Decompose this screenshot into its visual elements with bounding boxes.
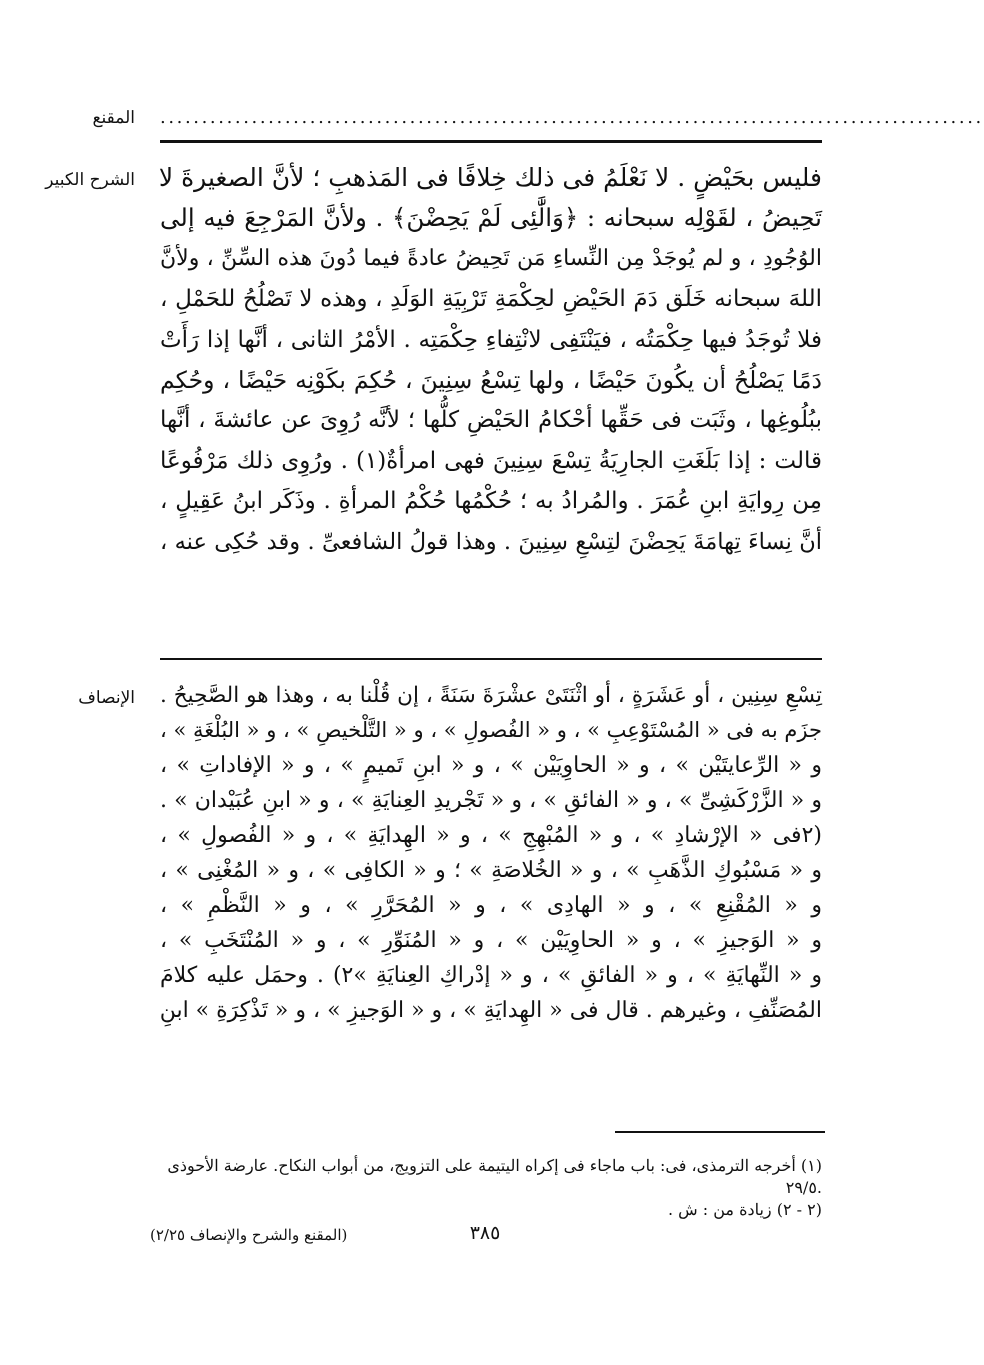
page-number: ٣٨٥ [469,1222,501,1244]
footnote-2: (٢ - ٢) زيادة من : ش . [667,1200,822,1219]
sharh-text-line: الوُجُودِ ، و لم يُوجَدْ مِن النِّساءِ مَن تَحِيضُ عادةً فيما دُونَ هذه السِّنِّ ، ولأنَّ [160,245,822,271]
footnote-rule [615,1131,825,1133]
insaf-text-line: و « النِّهايَةِ » ، و « الفائقِ » ، و « إدْراكِ العِنايَةِ »٢) . وحمَل عليه كلامَ [160,963,822,988]
insaf-text-line: و « الوَجيزِ » ، و « الحاوِيَيْن » ، و « المُنَوِّرِ » ، و « المُنْتَخَبِ » ، [160,928,822,953]
sharh-text-line: اللهَ سبحانه خَلَق دَمَ الحَيْضِ لحِكْمَةِ تَرْبِيَةِ الوَلَدِ ، وهذه لا تَصْلُحُ للحَمْلِ ، [160,286,822,313]
sharh-text-line: تَحِيضُ ، لقَوْلِه سبحانه : ﴿وَالَّٰئِى لَمْ يَحِضْنَ﴾ . ولأنَّ المَرْجِعَ فيه إلى [160,203,822,233]
sharh-text-line: فلا تُوجَدُ فيها حِكْمَتُه ، فيَنْتَفِى لانْتِفاءِ حِكْمَتِه . الأمْرُ الثانى ، أنَّها إذا رَأَتْ [160,326,822,353]
footnotes [160,1155,822,1221]
header-rule [160,140,822,143]
sharh-text-line: مِن رِوايَةِ ابنِ عُمَرَ . والمُرادُ به ؛ حُكْمُها حُكْمُ المرأةِ . وذَكَر ابنُ عَقِيلٍ ، [160,488,822,515]
insaf-text-line: تِسْعِ سِنِين ، أو عَشَرَةٍ ، أو اثْنَتَىْ عشْرَةَ سَنَةً ، إن قُلْنا به ، وهذا هو الصَّحِيحُ . [160,683,822,708]
insaf-text-line: و « الرِّعايتَيْن » ، و « الحاوِيَيْن » ، و « ابنِ تَميمٍ » ، و « الإفاداتِ » ، [160,753,822,778]
insaf-text-line: و « مَسْبُوكِ الذَّهَبِ » ، و « الخُلاصَةِ » ؛ و « الكافِى » ، و « المُغْنِى » ، [160,858,822,883]
sharh-text-line: دَمًا يَصْلُحُ أن يكُونَ حَيْضًا ، ولها تِسْعُ سِنِينَ ، حُكِمَ بكَوْنِه حَيْضًا ، وحُكِم [160,365,822,394]
sharh-text-line: أنَّ نِساءَ تِهامَةَ يَحِضْنَ لتِسْعِ سِنِينَ . وهذا قولُ الشافعىِّ . وقد حُكِى عنه ، [160,528,822,555]
sharh-text-line: ببُلُوغِها ، وثَبَت فى حَقِّها أحْكامُ الحَيْضِ كلُّها ؛ لأنَّه رُوِىَ عن عائشةَ ، أنَّها [160,407,822,434]
insaf-text-line: و « المُقْنِعِ » ، و « الهادِى » ، و « المُحَرَّرِ » ، و « النَّظْمِ » ، [160,893,822,918]
running-footer: (المقنع والشرح والإنصاف ٢/٢٥) [150,1226,348,1244]
sharh-text-line: فليس بحَيْضٍ . لا نَعْلَمُ فى ذلك خِلافًا فى المَذهبِ ؛ لأنَّ الصغيرةَ لا [158,163,822,192]
running-title: المقنع [92,108,135,128]
insaf-text-block [160,678,822,1028]
insaf-text-line: المُصَنِّفِ ، وغيرهم . قال فى « الهِدايَةِ » ، و « الوَجيزِ » ، و « تَذْكِرَةِ » ابنِ [159,998,822,1023]
side-label-sharh: الشرح الكبير [45,170,135,190]
footnote-1: (١) أخرجه الترمذى، فى: باب ماجاء فى إكراه اليتيمة على التزويج، من أبواب النكاح. عارضة الأحوذى [167,1156,822,1175]
insaf-text-line: (٢فى « الإرْشادِ » ، و « المُبْهِجِ » ، و « الهِدايَةِ » ، و « الفُصولِ » ، [160,823,822,848]
insaf-text-line: جزَم به فى « المُسْتَوْعِبِ » ، و « الفُصولِ » ، و « التَّلْخيصِ » ، و « البُلْغَةِ » ، [160,718,822,742]
insaf-text-line: و « الزَّرْكَشِىِّ » ، و « الفائقِ » ، و « تَجْريدِ العِنايَةِ » ، و « ابنِ عُبَيْدان » . [160,788,822,813]
section-divider [160,658,822,660]
sharh-text-line: قالت : إذا بَلَغَتِ الجارِيَةُ تِسْعَ سِنِينَ فهى امرأةٌ(١) . ورُوِى ذلك مَرْفُوعًا [160,447,822,474]
sharh-text-block [160,158,822,562]
side-label-insaf: الإنصاف [78,688,135,708]
header-dot-leader: ................................................................................................... [160,107,984,128]
footnote-1-continuation: .٢٩/٥ [785,1178,822,1197]
